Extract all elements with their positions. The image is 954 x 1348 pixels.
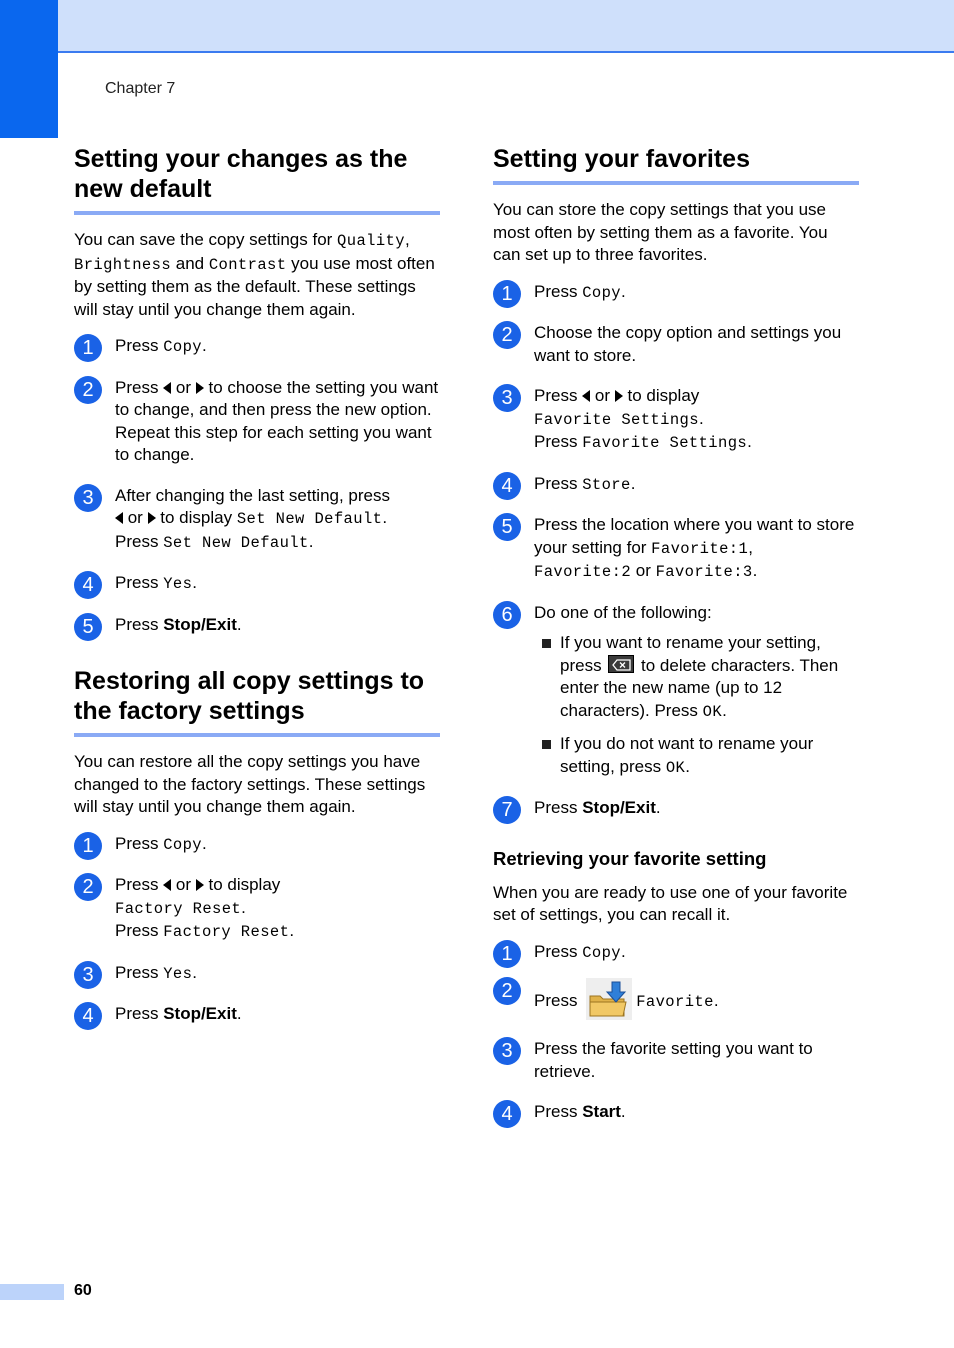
step-item: 2 Press or to display Factory Reset. Press Factory Reset. xyxy=(74,874,440,944)
step-item: 7 Press Stop/Exit. xyxy=(493,797,859,820)
option-list xyxy=(534,632,859,779)
step-item: 2 Choose the copy option and settings you want to store. xyxy=(493,322,859,367)
right-arrow-icon xyxy=(196,382,204,394)
left-arrow-icon xyxy=(115,512,123,524)
step-number: 1 xyxy=(74,334,102,362)
step-number: 2 xyxy=(493,321,521,349)
step-number: 4 xyxy=(493,472,521,500)
right-arrow-icon xyxy=(196,879,204,891)
right-arrow-icon xyxy=(615,390,623,402)
step-number: 3 xyxy=(74,961,102,989)
right-column xyxy=(493,144,859,1142)
section-title-favorites: Setting your favorites xyxy=(493,144,859,185)
step-number: 1 xyxy=(493,280,521,308)
left-arrow-icon xyxy=(163,382,171,394)
step-item: 3 After changing the last setting, press or to display Set New Default. Press Set New Default. xyxy=(74,485,440,555)
footer-band xyxy=(0,1284,64,1300)
step-item: 5 Press Stop/Exit. xyxy=(74,614,440,637)
bullet-square-icon xyxy=(542,740,551,749)
step-item: 4 Press Start. xyxy=(493,1101,859,1124)
chapter-tab-block xyxy=(0,0,58,138)
right-arrow-icon xyxy=(148,512,156,524)
step-number: 5 xyxy=(493,513,521,541)
step-item: 2 Press Favorite. xyxy=(493,978,859,1020)
section-title-factory-reset: Restoring all copy settings to the factory settings xyxy=(74,666,440,737)
step-number: 1 xyxy=(74,832,102,860)
step-item: 4 Press Store. xyxy=(493,473,859,497)
list-item: If you do not want to rename your setting, press OK. xyxy=(534,733,859,779)
favorite-folder-icon xyxy=(586,978,632,1020)
step-item: 5 Press the location where you want to store your setting for Favorite:1, Favorite:2 or Favorite:3. xyxy=(493,514,859,584)
step-item: 4 Press Yes. xyxy=(74,572,440,596)
step-item: 3 Press Yes. xyxy=(74,962,440,986)
left-arrow-icon xyxy=(582,390,590,402)
step-number: 3 xyxy=(74,484,102,512)
step-number: 6 xyxy=(493,601,521,629)
step-item: 3 Press or to display Favorite Settings. Press Favorite Settings. xyxy=(493,385,859,455)
header-band xyxy=(0,0,954,53)
step-number: 3 xyxy=(493,384,521,412)
chapter-label: Chapter 7 xyxy=(105,80,176,97)
step-number: 2 xyxy=(493,977,521,1005)
step-item: 4 Press Stop/Exit. xyxy=(74,1003,440,1026)
section-intro: When you are ready to use one of your favorite set of settings, you can recall it. xyxy=(493,882,848,924)
step-item: 1 Press Copy. xyxy=(493,941,859,965)
step-number: 3 xyxy=(493,1037,521,1065)
section-title-new-default: Setting your changes as the new default xyxy=(74,144,440,215)
step-number: 4 xyxy=(74,1002,102,1030)
page-number: 60 xyxy=(74,1282,92,1299)
subsection-title-retrieve: Retrieving your favorite setting xyxy=(493,847,767,869)
list-item: If you want to rename your setting, press to delete characters. Then enter the new name (up to 12 characters). Press OK. xyxy=(534,632,859,723)
left-arrow-icon xyxy=(163,879,171,891)
step-item: 1 Press Copy. xyxy=(493,281,859,305)
step-item: 1 Press Copy. xyxy=(74,833,440,857)
left-column xyxy=(74,144,440,1044)
step-item: 2 Press or to choose the setting you want to change, and then press the new option. Repeat this step for each setting you want to change. xyxy=(74,377,440,467)
backspace-key-icon xyxy=(608,655,634,673)
section-intro: You can restore all the copy settings you have changed to the factory settings. These settings will stay until you change them again. xyxy=(74,752,426,816)
step-item: 6 Do one of the following: If you want to rename your setting, press to delete characters. Then enter the new name (up to 12 characters). Press OK. If you do not want to rename your setting, press OK. xyxy=(493,602,859,780)
step-number: 2 xyxy=(74,873,102,901)
section-intro: You can store the copy settings that you use most often by setting them as a favorite. You can set up to three favorites. xyxy=(493,200,828,264)
step-item: 3 Press the favorite setting you want to retrieve. xyxy=(493,1038,859,1083)
bullet-square-icon xyxy=(542,639,551,648)
step-item: 1 Press Copy. xyxy=(74,335,440,359)
step-number: 1 xyxy=(493,940,521,968)
step-number: 7 xyxy=(493,796,521,824)
step-number: 4 xyxy=(74,571,102,599)
step-number: 2 xyxy=(74,376,102,404)
step-number: 5 xyxy=(74,613,102,641)
section-intro: You can save the copy settings for Quality, Brightness and Contrast you use most often by setting them as the default. These settings will stay until you change them again. xyxy=(74,230,435,319)
step-number: 4 xyxy=(493,1100,521,1128)
